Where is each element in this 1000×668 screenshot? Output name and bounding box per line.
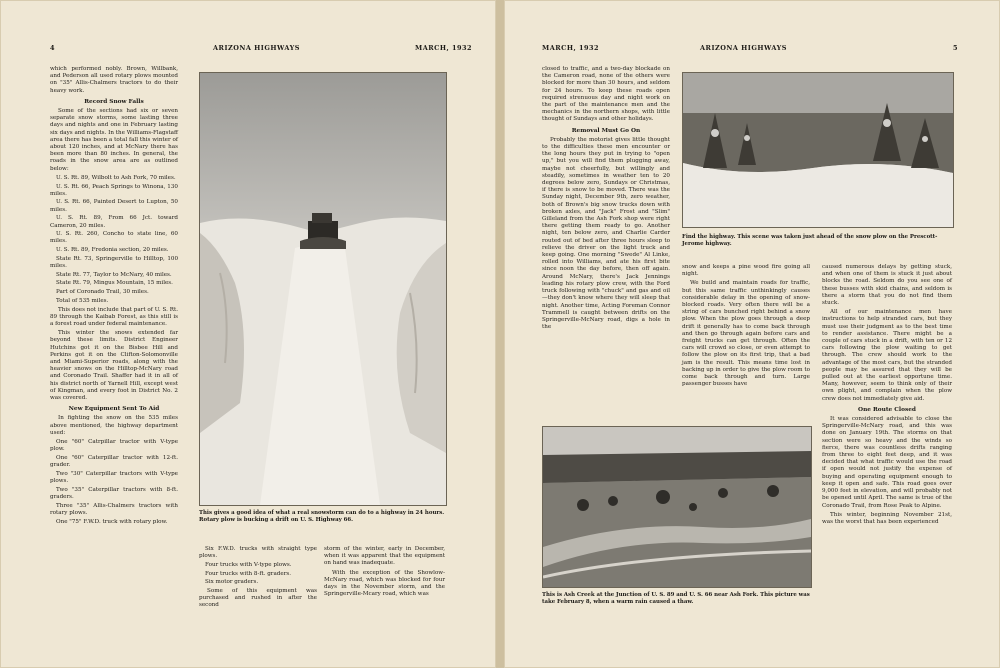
right-page-title: ARIZONA HIGHWAYS	[700, 44, 787, 52]
instructions-paragraph: All of our maintenance men have instructions to help stranded cars, but they must use their judgment as to the best time to render assistance. There might be a couple of cars stuck in a drift, with ten or 12 cars following the plow waiting to get through. The crew should work to the advantage of the most cars, but the stranded people may be assured that they will be pulled out at the earliest opportune time. Many, however, seem to think only of their own plight, and complain when the plow crew does not immediately give aid.	[822, 309, 952, 402]
busses-paragraph: caused numerous delays by getting stuck, and when one of them is stuck it just about blocks the road. Seldom do you see one of these busses with skid chains, and seldom is there a storm that you do not find them stuck.	[822, 264, 952, 307]
list-item: One "60" Caterpillar tractor with 12-ft. grader.	[50, 454, 178, 469]
exception-paragraph: With the exception of the Showlow-McNary road, which was blocked for four days in the November storm, and the Springerville-Mcary road, which was	[324, 569, 445, 598]
left-page	[0, 0, 496, 668]
list-item: Three "35" Allis-Chalmers tractors with rotary plows.	[50, 502, 178, 516]
left-column-2	[199, 546, 317, 612]
left-column-3	[324, 546, 445, 600]
right-column-1	[542, 66, 670, 333]
storm-paragraph: storm of the winter, early in December, when it was apparent that the equipment on hand was inadequate.	[324, 546, 445, 567]
roads-list	[50, 175, 178, 305]
fire-paragraph: snow and keeps a pine wood fire going all night.	[682, 264, 810, 278]
left-page-title: ARIZONA HIGHWAYS	[213, 44, 300, 52]
list-item: Six motor graders.	[205, 579, 259, 586]
list-item: Four trucks with 8-ft. graders.	[205, 570, 292, 577]
list-item: U. S. Rt. 89, From 66 Jct. toward Cameron, 20 miles.	[50, 215, 178, 229]
traffic-paragraph: We build and maintain roads for traffic, but this same traffic unthinkingly causes considerable delay in the opening of snow-blocked roads. Very often there will be a string of cars bunched right behind a snow plow. When the plow goes through a deep drift it generally has to come back through and then go through again before cars and freight trucks can get through. Often the cars will crowd so close, or even attempt to follow the plow on its first trip, that a bad jam is the result. This means time lost in backing up in order to give the plow room to come back through and turn. Large passenger busses have	[682, 280, 810, 388]
motorist-paragraph: Probably the motorist gives little thought to the difficulties these men encounter or the long hours they put in trying to "open up," but you will find them plugging away, maybe not cheerfully, but willingly and steadily, sometimes in weather ten to 20 degrees below zero, Sundays or Christmas, if there is snow to be moved. There was the Sunday night, December 9th, zero weather, both of Brown's big snow trucks down with broken axles, and "Jack" Frost and "Slim" Gilleland from the Ash Fork shop were right there getting them ready to go. Another night, ten below zero, and Charlie Carder routed out of bed after three hours sleep to relieve the driver on the light truck and keep going. One morning "Swede" Al Linke, rolled into Williams, and ate his first bite since noon the day before, then off again. Around McNary, there's Jack Jennings leading his rotary plow crew, with the Ford truck following with "chuck" and gas and oil—they don't know where they will sleep that night. Another time, Acting Foreman Connor Trammell is caught between drifts on the Springerville-McNary road, digs a hole in the	[542, 136, 670, 331]
list-item: State Rt. 77, Taylor to McNary, 40 miles.	[56, 271, 172, 278]
equipment-paragraph: In fighting the snow on the 535 miles above mentioned, the highway department used:	[50, 415, 178, 436]
list-item: Two "30" Caterpillar tractors with V-type plows.	[50, 470, 178, 485]
snowstorm-photo-caption: This gives a good idea of what a real snowstorm can do to a highway in 24 hours. Rotary plow is bucking a drift on U. S. Highway 66.	[199, 510, 445, 523]
list-item: Six F.W.D. trucks with straight type plows.	[199, 546, 317, 560]
heading-record-snow: Record Snow Falls	[84, 98, 144, 105]
right-page-date: MARCH, 1932	[542, 44, 600, 52]
left-page-date: MARCH, 1932	[415, 44, 473, 52]
list-item: U. S. Rt. 89, Wilbolt to Ash Fork, 70 miles.	[56, 174, 176, 181]
winter-paragraph: This winter, beginning November 21st, was the worst that has been experienced	[822, 511, 952, 525]
closed-paragraph: closed to traffic, and a two-day blockade on the Cameron road, none of the others were blocked for more than 30 hours, and seldom for 24 hours. To keep these roads open required strenuous day and night work on the part of the maintenance men and the mechanics in the northern shops, with little thought of Sundays and other holidays.	[542, 66, 670, 123]
ash-creek-photo	[542, 426, 812, 588]
list-item: One "60" Catrpillar tractor with V-type plow.	[50, 439, 178, 453]
intro-text: which performed nobly. Brown, Willbank, and Pederson all used rotary plows mounted on "35" Allis-Chalmers tractors to do their heavy work.	[50, 66, 178, 94]
heading-new-equipment: New Equipment Sent To Aid	[68, 406, 160, 413]
right-page	[504, 0, 1000, 668]
list-item: U. S. Rt. 66, Peach Springs to Winona, 130 miles.	[50, 183, 178, 197]
list-item: U. S. Rt. 89, Fredonia section, 20 miles.	[56, 247, 169, 254]
storms-paragraph: This winter the snows extended far beyond these limits. District Engineer Hutchins got it on the Bisbee Hill and Perkins got it on the Clifton-Solomonville and Miami-Superior roads, along with the heavier snows on the Hilltop-McNary road and Coronado Trail. Shaffer had it in all of his district north of Yarnell Hill, except west of Kingman, and every foot in District No. 2 was covered.	[50, 330, 178, 402]
kaibab-paragraph: This does not include that part of U. S. Rt. 89 through the Kaibab Forest, as this still is a forest road under federal maintenance.	[50, 306, 178, 327]
highway-snow-caption: Find the highway. This scene was taken just ahead of the snow plow on the Prescott-Jerome highway.	[682, 234, 938, 247]
list-item: U. S. Rt. 66, Painted Desert to Lupton, 50 miles.	[50, 199, 178, 213]
purchase-paragraph: Some of this equipment was purchased and rushed in after the second	[199, 588, 317, 609]
record-paragraph: Some of the sections had six or seven separate snow storms, some lasting three days and nights and one in February lasting six days and nights. In the Williams-Flagstaff area there has been a total fall this winter of about 120 inches, and at McNary there has been more than 80 inches. In general, the roads in the snow area are as outlined below:	[50, 108, 178, 172]
left-page-number: 4	[50, 44, 56, 52]
highway-snow-photo	[682, 72, 954, 228]
list-item: State Rt. 79, Mingus Mountain, 15 miles.	[56, 280, 173, 287]
heading-route-closed: One Route Closed	[858, 406, 916, 413]
list-item: One "75" F.W.D. truck with rotary plow.	[56, 518, 168, 525]
list-item: Four trucks with V-type plows.	[205, 561, 292, 568]
list-item: Total of 535 miles.	[56, 297, 109, 304]
left-column-1	[50, 66, 178, 527]
spine	[496, 0, 504, 668]
right-column-3	[822, 264, 952, 528]
equipment-list	[50, 439, 178, 526]
ash-creek-caption: This is Ash Creek at the Junction of U. S. 89 and U. S. 66 near Ash Fork. This picture was take February 8, when a warm rain caused a thaw.	[542, 592, 810, 605]
closure-paragraph: It was considered advisable to close the Springerville-McNary road, and this was done on January 19th. The storms on that section were so heavy and the winds so fierce, there was countless drifts ranging from three to eight feet deep, and it was decided that what traffic would use the road if open would not justify the expense of buying and operating equipment enough to keep it open and safe. This road goes over 9,000 feet in elevation, and will probably not be opened until April. The same is true of the Coronado Trail, from Rose Peak to Alpine.	[822, 416, 952, 509]
list-item: Part of Coronado Trail, 30 miles.	[56, 289, 149, 296]
heading-removal: Removal Must Go On	[571, 127, 641, 134]
list-item: U. S. Rt. 260, Concho to state line, 60 miles.	[50, 231, 178, 245]
list-item: Two "35" Caterpillar tractors with 8-ft. graders.	[50, 486, 178, 500]
right-page-number: 5	[953, 44, 959, 52]
list-item: State Rt. 73, Springerville to Hilltop, 100 miles.	[50, 255, 178, 270]
snowstorm-photo	[199, 72, 447, 506]
right-column-2	[682, 264, 810, 390]
